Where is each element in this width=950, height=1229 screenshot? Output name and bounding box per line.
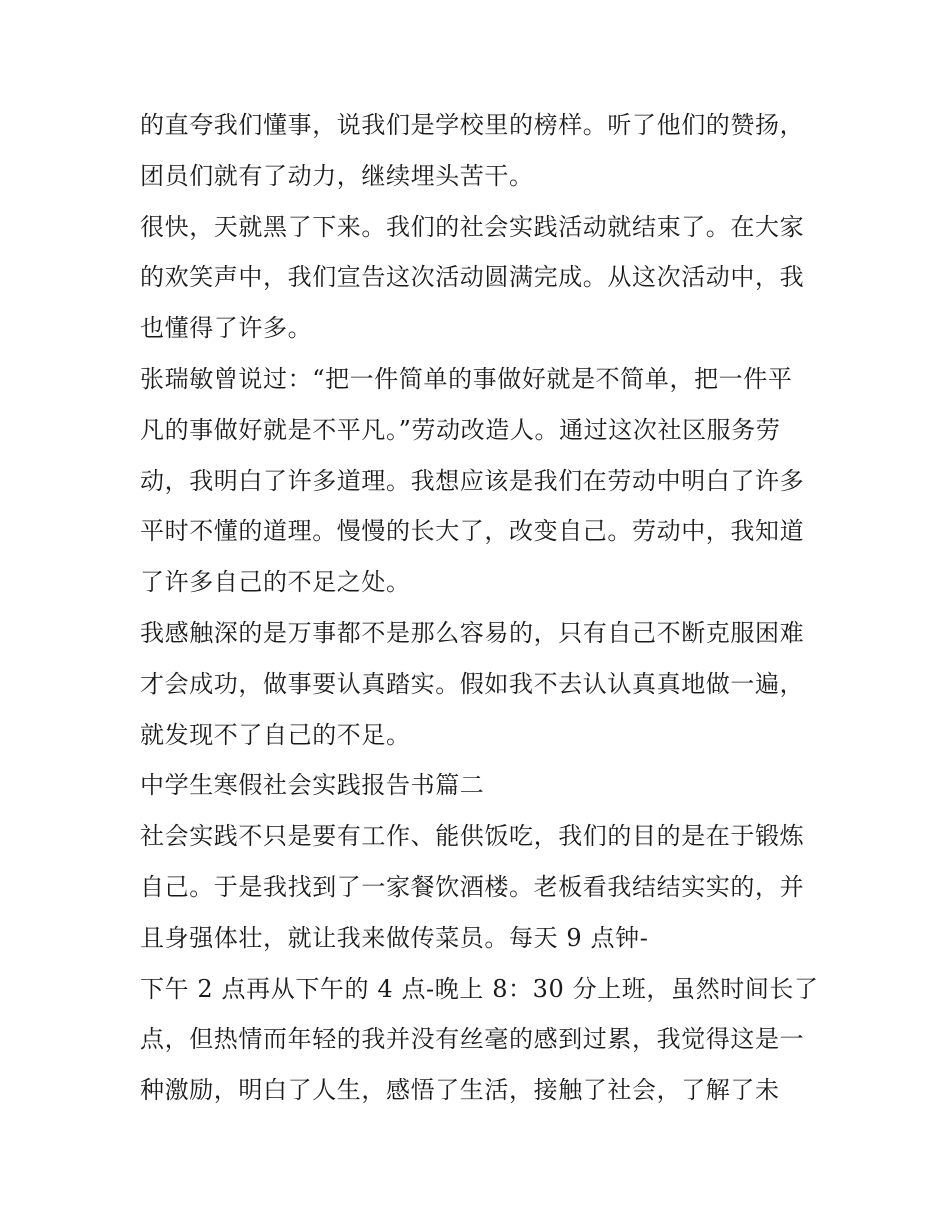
text-line-9: 平时不懂的道理。慢慢的长大了，改变自己。劳动中，我知道 <box>140 517 805 546</box>
text-line-19: 点，但热情而年轻的我并没有丝毫的感到过累，我觉得这是一 <box>140 1025 805 1054</box>
section-heading: 中学生寒假社会实践报告书篇二 <box>140 771 485 800</box>
text-line-8: 动，我明白了许多道理。我想应该是我们在劳动中明白了许多 <box>140 466 805 495</box>
text-line-16: 自己。于是我找到了一家餐饮酒楼。老板看我结结实实的，并 <box>140 872 805 901</box>
body-text <box>140 100 820 1116</box>
text-line-11: 我感触深的是万事都不是那么容易的，只有自己不断克服困难 <box>140 618 805 647</box>
text-line-5: 也懂得了许多。 <box>140 314 313 343</box>
text-line-4: 的欢笑声中，我们宣告这次活动圆满完成。从这次活动中，我 <box>140 263 805 292</box>
text-line-12: 才会成功，做事要认真踏实。假如我不去认认真真地做一遍， <box>140 669 805 698</box>
text-line-10: 了许多自己的不足之处。 <box>140 568 411 597</box>
text-line-20: 种激励，明白了人生，感悟了生活，接触了社会，了解了未 <box>140 1076 780 1105</box>
text-line-7: 凡的事做好就是不平凡。”劳动改造人。通过这次社区服务劳 <box>140 415 781 444</box>
text-line-6: 张瑞敏曾说过：“把一件简单的事做好就是不简单，把一件平 <box>140 364 793 393</box>
text-line-1: 的直夸我们懂事，说我们是学校里的榜样。听了他们的赞扬， <box>140 111 805 139</box>
text-line-15: 社会实践不只是要有工作、能供饭吃，我们的目的是在于锻炼 <box>140 822 805 851</box>
text-line-17: 且身强体壮，就让我来做传菜员。每天 9 点钟- <box>140 923 649 952</box>
text-line-18: 下午 2 点再从下午的 4 点-晚上 8：30 分上班，虽然时间长了 <box>140 974 819 1003</box>
text-line-13: 就发现不了自己的不足。 <box>140 720 411 749</box>
text-line-3: 很快，天就黑了下来。我们的社会实践活动就结束了。在大家 <box>140 212 805 241</box>
text-line-2: 团员们就有了动力，继续埋头苦干。 <box>140 161 534 190</box>
